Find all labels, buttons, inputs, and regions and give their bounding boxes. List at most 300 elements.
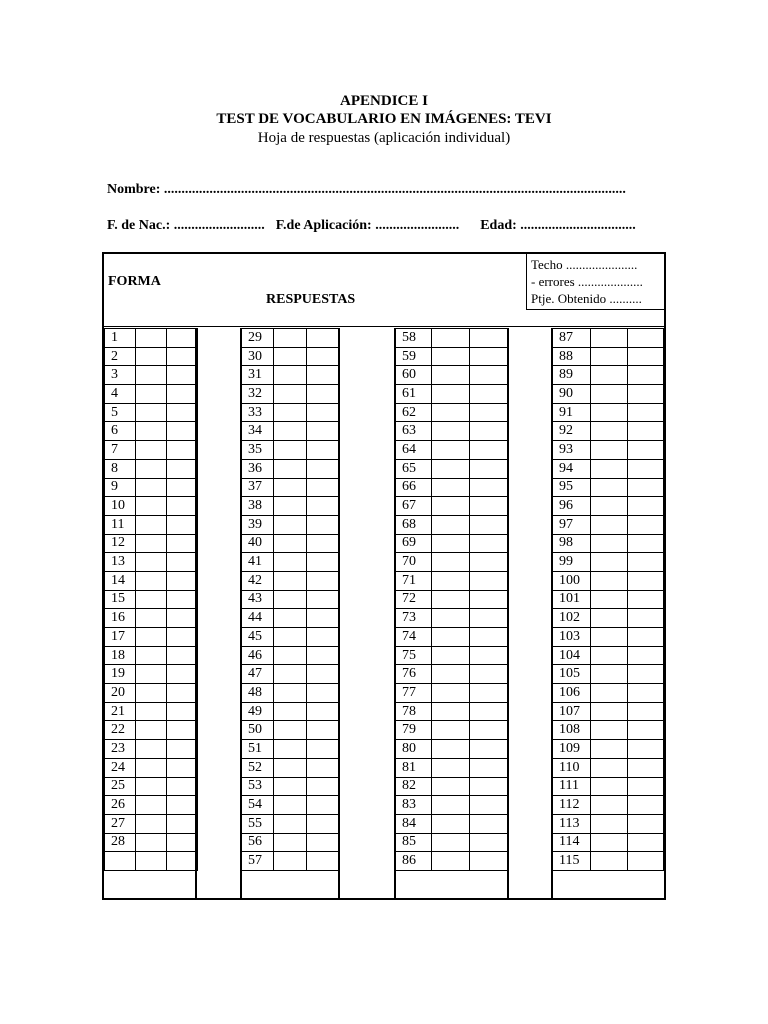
answer-cell[interactable]	[627, 534, 663, 553]
item-number: 87	[553, 329, 591, 348]
answer-cell[interactable]	[167, 852, 198, 871]
answer-cell[interactable]	[167, 459, 198, 478]
answer-cell[interactable]	[167, 571, 198, 590]
answer-cell[interactable]	[432, 777, 470, 796]
answer-cell[interactable]	[590, 684, 627, 703]
item-number: 114	[553, 833, 591, 852]
answer-row	[396, 534, 509, 553]
answer-cell[interactable]	[167, 366, 198, 385]
answer-cell[interactable]	[627, 385, 663, 404]
answer-cell[interactable]	[136, 796, 167, 815]
answer-cell[interactable]	[432, 385, 470, 404]
answer-row	[105, 852, 198, 871]
item-number: 52	[242, 758, 274, 777]
techo-field: Techo ......................	[531, 257, 638, 272]
item-number: 43	[242, 590, 274, 609]
answer-cell[interactable]	[627, 740, 663, 759]
answer-cell[interactable]	[627, 814, 663, 833]
answer-row	[105, 534, 198, 553]
answer-cell[interactable]	[470, 684, 509, 703]
answer-cell[interactable]	[274, 665, 307, 684]
answer-cell[interactable]	[274, 403, 307, 422]
answer-cell[interactable]	[274, 534, 307, 553]
answer-row	[105, 758, 198, 777]
answer-cell[interactable]	[432, 609, 470, 628]
answer-cell[interactable]	[136, 403, 167, 422]
appendix-title: APENDICE I	[340, 93, 428, 109]
answer-cell[interactable]	[470, 796, 509, 815]
answer-cell[interactable]	[307, 590, 340, 609]
item-number: 42	[242, 571, 274, 590]
answer-cell[interactable]	[307, 497, 340, 516]
answer-cell[interactable]	[136, 459, 167, 478]
answer-cell[interactable]	[167, 329, 198, 348]
answer-cell[interactable]	[432, 721, 470, 740]
answer-cell[interactable]	[432, 366, 470, 385]
answer-cell[interactable]	[627, 590, 663, 609]
item-number: 7	[105, 441, 136, 460]
item-number: 89	[553, 366, 591, 385]
answer-cell[interactable]	[590, 796, 627, 815]
answer-cell[interactable]	[470, 403, 509, 422]
item-number: 21	[105, 702, 136, 721]
item-number: 55	[242, 814, 274, 833]
answer-cell[interactable]	[136, 833, 167, 852]
answer-cell[interactable]	[274, 515, 307, 534]
answer-cell[interactable]	[432, 459, 470, 478]
answer-row	[105, 814, 198, 833]
answer-cell[interactable]	[432, 329, 470, 348]
answer-row	[242, 347, 340, 366]
answer-row	[105, 796, 198, 815]
answer-cell[interactable]	[627, 441, 663, 460]
item-number: 57	[242, 852, 274, 871]
answer-cell[interactable]	[590, 665, 627, 684]
answer-cell[interactable]	[432, 814, 470, 833]
answer-cell[interactable]	[590, 478, 627, 497]
answer-cell[interactable]	[274, 758, 307, 777]
answer-row	[553, 497, 664, 516]
answer-cell[interactable]	[167, 347, 198, 366]
answer-cell[interactable]	[307, 478, 340, 497]
answer-cell[interactable]	[136, 852, 167, 871]
item-number: 4	[105, 385, 136, 404]
answer-cell[interactable]	[432, 534, 470, 553]
item-number: 67	[396, 497, 432, 516]
answer-cell[interactable]	[307, 553, 340, 572]
item-number: 80	[396, 740, 432, 759]
answer-cell[interactable]	[590, 646, 627, 665]
answer-row	[396, 833, 509, 852]
answer-cell[interactable]	[167, 534, 198, 553]
answer-cell[interactable]	[136, 646, 167, 665]
answer-cell[interactable]	[590, 628, 627, 647]
answer-cell[interactable]	[432, 571, 470, 590]
answer-cell[interactable]	[432, 852, 470, 871]
answer-cell[interactable]	[307, 777, 340, 796]
answer-cell[interactable]	[136, 590, 167, 609]
answer-cell[interactable]	[307, 852, 340, 871]
answer-cell[interactable]	[590, 441, 627, 460]
answer-cell[interactable]	[274, 329, 307, 348]
answer-cell[interactable]	[136, 814, 167, 833]
answer-cell[interactable]	[627, 609, 663, 628]
answer-cell[interactable]	[136, 366, 167, 385]
item-number: 75	[396, 646, 432, 665]
column-separator	[195, 328, 197, 900]
answer-cell[interactable]	[307, 403, 340, 422]
answer-cell[interactable]	[274, 852, 307, 871]
answer-cell[interactable]	[307, 385, 340, 404]
answer-row	[105, 590, 198, 609]
answer-cell[interactable]	[167, 403, 198, 422]
answer-cell[interactable]	[432, 740, 470, 759]
answer-cell[interactable]	[432, 628, 470, 647]
answer-cell[interactable]	[627, 403, 663, 422]
answer-cell[interactable]	[274, 684, 307, 703]
answer-cell[interactable]	[470, 852, 509, 871]
answer-cell[interactable]	[590, 833, 627, 852]
answer-cell[interactable]	[590, 740, 627, 759]
answer-cell[interactable]	[307, 366, 340, 385]
answer-row	[553, 329, 664, 348]
answer-cell[interactable]	[274, 366, 307, 385]
answer-cell[interactable]	[590, 497, 627, 516]
answer-cell[interactable]	[167, 721, 198, 740]
answer-cell[interactable]	[307, 665, 340, 684]
answer-cell[interactable]	[307, 721, 340, 740]
answer-cell[interactable]	[307, 347, 340, 366]
answer-cell[interactable]	[590, 777, 627, 796]
answer-cell[interactable]	[627, 497, 663, 516]
answer-cell[interactable]	[136, 515, 167, 534]
answer-cell[interactable]	[167, 628, 198, 647]
answer-cell[interactable]	[432, 422, 470, 441]
answer-cell[interactable]	[167, 833, 198, 852]
item-number: 23	[105, 740, 136, 759]
item-number: 18	[105, 646, 136, 665]
answer-cell[interactable]	[627, 553, 663, 572]
answer-cell[interactable]	[590, 609, 627, 628]
answer-cell[interactable]	[590, 534, 627, 553]
answer-cell[interactable]	[627, 329, 663, 348]
answer-cell[interactable]	[627, 758, 663, 777]
answer-cell[interactable]	[627, 665, 663, 684]
answer-cell[interactable]	[432, 347, 470, 366]
answer-cell[interactable]	[432, 702, 470, 721]
answer-cell[interactable]	[136, 740, 167, 759]
item-number: 100	[553, 571, 591, 590]
answer-row	[242, 646, 340, 665]
answer-cell[interactable]	[307, 329, 340, 348]
answer-cell[interactable]	[432, 497, 470, 516]
answer-cell[interactable]	[167, 385, 198, 404]
answer-cell[interactable]	[274, 833, 307, 852]
answer-cell[interactable]	[307, 796, 340, 815]
answer-cell[interactable]	[307, 814, 340, 833]
answer-cell[interactable]	[274, 497, 307, 516]
answer-cell[interactable]	[590, 385, 627, 404]
answer-cell[interactable]	[470, 740, 509, 759]
answer-cell[interactable]	[432, 796, 470, 815]
answer-cell[interactable]	[432, 665, 470, 684]
answer-cell[interactable]	[470, 329, 509, 348]
answer-cell[interactable]	[627, 571, 663, 590]
answer-cell[interactable]	[627, 777, 663, 796]
answer-cell[interactable]	[590, 403, 627, 422]
answer-cell[interactable]	[274, 740, 307, 759]
answer-cell[interactable]	[470, 385, 509, 404]
answer-cell[interactable]	[274, 478, 307, 497]
answer-cell[interactable]	[274, 777, 307, 796]
item-number: 78	[396, 702, 432, 721]
answer-cell[interactable]	[590, 347, 627, 366]
answer-cell[interactable]	[627, 366, 663, 385]
respuestas-label: RESPUESTAS	[266, 292, 356, 307]
answer-cell[interactable]	[470, 609, 509, 628]
answer-row	[242, 609, 340, 628]
answer-row	[105, 515, 198, 534]
answer-cell[interactable]	[167, 702, 198, 721]
answer-cell[interactable]	[470, 515, 509, 534]
answer-cell[interactable]	[136, 329, 167, 348]
answer-cell[interactable]	[307, 571, 340, 590]
answer-cell[interactable]	[432, 684, 470, 703]
answer-row	[242, 329, 340, 348]
answer-cell[interactable]	[307, 515, 340, 534]
application-date-field: F.de Aplicación: ........................	[275, 218, 460, 233]
answer-cell[interactable]	[432, 403, 470, 422]
answer-cell[interactable]	[470, 628, 509, 647]
answer-cell[interactable]	[470, 646, 509, 665]
answer-cell[interactable]	[470, 422, 509, 441]
answer-cell[interactable]	[590, 515, 627, 534]
answer-row	[242, 684, 340, 703]
answer-cell[interactable]	[167, 497, 198, 516]
answer-cell[interactable]	[167, 646, 198, 665]
answer-cell[interactable]	[627, 684, 663, 703]
answer-row	[105, 665, 198, 684]
answer-cell[interactable]	[307, 422, 340, 441]
answer-cell[interactable]	[167, 422, 198, 441]
answer-cell[interactable]	[167, 796, 198, 815]
answer-cell[interactable]	[470, 459, 509, 478]
answer-cell[interactable]	[136, 347, 167, 366]
answer-cell[interactable]	[136, 702, 167, 721]
answer-cell[interactable]	[627, 459, 663, 478]
answer-cell[interactable]	[136, 553, 167, 572]
answer-cell[interactable]	[470, 758, 509, 777]
answer-row	[553, 366, 664, 385]
answer-cell[interactable]	[167, 441, 198, 460]
item-number: 3	[105, 366, 136, 385]
answer-cell[interactable]	[167, 740, 198, 759]
answer-cell[interactable]	[432, 646, 470, 665]
answer-cell[interactable]	[590, 852, 627, 871]
answer-cell[interactable]	[136, 571, 167, 590]
answer-cell[interactable]	[274, 814, 307, 833]
item-number: 64	[396, 441, 432, 460]
answer-row	[105, 646, 198, 665]
answer-cell[interactable]	[307, 459, 340, 478]
answer-cell[interactable]	[627, 515, 663, 534]
item-number: 14	[105, 571, 136, 590]
answer-row	[242, 796, 340, 815]
answer-cell[interactable]	[432, 515, 470, 534]
answer-cell[interactable]	[307, 684, 340, 703]
answer-cell[interactable]	[136, 777, 167, 796]
answer-row	[396, 758, 509, 777]
answer-cell[interactable]	[136, 422, 167, 441]
answer-cell[interactable]	[274, 385, 307, 404]
answer-cell[interactable]	[274, 459, 307, 478]
answer-row	[242, 852, 340, 871]
answer-cell[interactable]	[274, 721, 307, 740]
answer-cell[interactable]	[167, 590, 198, 609]
answer-cell[interactable]	[627, 478, 663, 497]
answer-cell[interactable]	[136, 497, 167, 516]
item-number: 56	[242, 833, 274, 852]
item-number: 11	[105, 515, 136, 534]
answer-row	[396, 646, 509, 665]
answer-cell[interactable]	[136, 684, 167, 703]
answer-cell[interactable]	[307, 628, 340, 647]
answer-cell[interactable]	[432, 590, 470, 609]
answer-cell[interactable]	[274, 796, 307, 815]
item-number: 44	[242, 609, 274, 628]
answer-cell[interactable]	[136, 534, 167, 553]
answer-cell[interactable]	[136, 385, 167, 404]
answer-cell[interactable]	[136, 609, 167, 628]
answer-cell[interactable]	[274, 422, 307, 441]
answer-cell[interactable]	[307, 740, 340, 759]
answer-cell[interactable]	[470, 777, 509, 796]
answer-cell[interactable]	[136, 665, 167, 684]
answer-cell[interactable]	[274, 347, 307, 366]
item-number: 38	[242, 497, 274, 516]
item-number: 112	[553, 796, 591, 815]
answer-cell[interactable]	[627, 833, 663, 852]
answer-cell[interactable]	[274, 590, 307, 609]
answer-cell[interactable]	[307, 646, 340, 665]
answer-cell[interactable]	[307, 758, 340, 777]
answer-cell[interactable]	[470, 478, 509, 497]
answer-cell[interactable]	[136, 758, 167, 777]
answer-cell[interactable]	[590, 422, 627, 441]
answer-cell[interactable]	[307, 441, 340, 460]
puntaje-field: Ptje. Obtenido ..........	[531, 291, 642, 306]
answer-cell[interactable]	[167, 515, 198, 534]
answer-cell[interactable]	[307, 833, 340, 852]
answer-cell[interactable]	[590, 702, 627, 721]
answer-cell[interactable]	[167, 777, 198, 796]
answer-cell[interactable]	[470, 534, 509, 553]
answer-cell[interactable]	[627, 796, 663, 815]
answer-cell[interactable]	[627, 347, 663, 366]
answer-cell[interactable]	[432, 833, 470, 852]
answer-cell[interactable]	[470, 702, 509, 721]
answer-cell[interactable]	[167, 684, 198, 703]
answer-row	[242, 515, 340, 534]
answer-cell[interactable]	[274, 628, 307, 647]
answer-cell[interactable]	[274, 609, 307, 628]
answer-cell[interactable]	[432, 758, 470, 777]
answer-row	[396, 814, 509, 833]
answer-row	[553, 721, 664, 740]
answer-cell[interactable]	[470, 441, 509, 460]
answer-cell[interactable]	[627, 422, 663, 441]
answer-row	[242, 534, 340, 553]
answer-cell[interactable]	[470, 665, 509, 684]
item-number: 71	[396, 571, 432, 590]
answer-cell[interactable]	[432, 441, 470, 460]
answer-cell[interactable]	[167, 814, 198, 833]
answer-cell[interactable]	[470, 347, 509, 366]
answer-cell[interactable]	[470, 833, 509, 852]
answer-cell[interactable]	[136, 721, 167, 740]
answer-cell[interactable]	[136, 441, 167, 460]
item-number: 60	[396, 366, 432, 385]
answer-cell[interactable]	[627, 852, 663, 871]
answer-row	[396, 385, 509, 404]
answer-cell[interactable]	[136, 628, 167, 647]
answer-cell[interactable]	[307, 534, 340, 553]
answer-cell[interactable]	[627, 721, 663, 740]
answer-cell[interactable]	[590, 553, 627, 572]
answer-cell[interactable]	[274, 571, 307, 590]
answer-cell[interactable]	[432, 553, 470, 572]
answer-cell[interactable]	[590, 459, 627, 478]
answer-cell[interactable]	[590, 571, 627, 590]
answer-cell[interactable]	[432, 478, 470, 497]
answer-cell[interactable]	[470, 553, 509, 572]
answer-row	[396, 628, 509, 647]
answer-cell[interactable]	[136, 478, 167, 497]
answer-cell[interactable]	[470, 366, 509, 385]
answer-cell[interactable]	[167, 478, 198, 497]
answer-cell[interactable]	[590, 590, 627, 609]
column-separator	[338, 328, 340, 900]
answer-cell[interactable]	[274, 441, 307, 460]
answer-cell[interactable]	[167, 609, 198, 628]
answer-cell[interactable]	[470, 497, 509, 516]
answer-cell[interactable]	[307, 609, 340, 628]
answer-cell[interactable]	[167, 553, 198, 572]
item-number: 61	[396, 385, 432, 404]
answer-cell[interactable]	[470, 814, 509, 833]
answer-cell[interactable]	[590, 814, 627, 833]
answer-cell[interactable]	[627, 702, 663, 721]
answer-cell[interactable]	[590, 758, 627, 777]
answer-cell[interactable]	[470, 721, 509, 740]
answer-cell[interactable]	[167, 758, 198, 777]
answer-cell[interactable]	[627, 628, 663, 647]
answer-cell[interactable]	[590, 329, 627, 348]
answer-cell[interactable]	[590, 366, 627, 385]
answer-cell[interactable]	[274, 702, 307, 721]
answer-cell[interactable]	[274, 646, 307, 665]
answer-row	[553, 702, 664, 721]
answer-cell[interactable]	[470, 571, 509, 590]
answer-cell[interactable]	[470, 590, 509, 609]
answer-cell[interactable]	[590, 721, 627, 740]
answer-row	[242, 758, 340, 777]
answer-cell[interactable]	[167, 665, 198, 684]
answer-cell[interactable]	[627, 646, 663, 665]
answer-cell[interactable]	[307, 702, 340, 721]
item-number: 15	[105, 590, 136, 609]
answer-cell[interactable]	[274, 553, 307, 572]
